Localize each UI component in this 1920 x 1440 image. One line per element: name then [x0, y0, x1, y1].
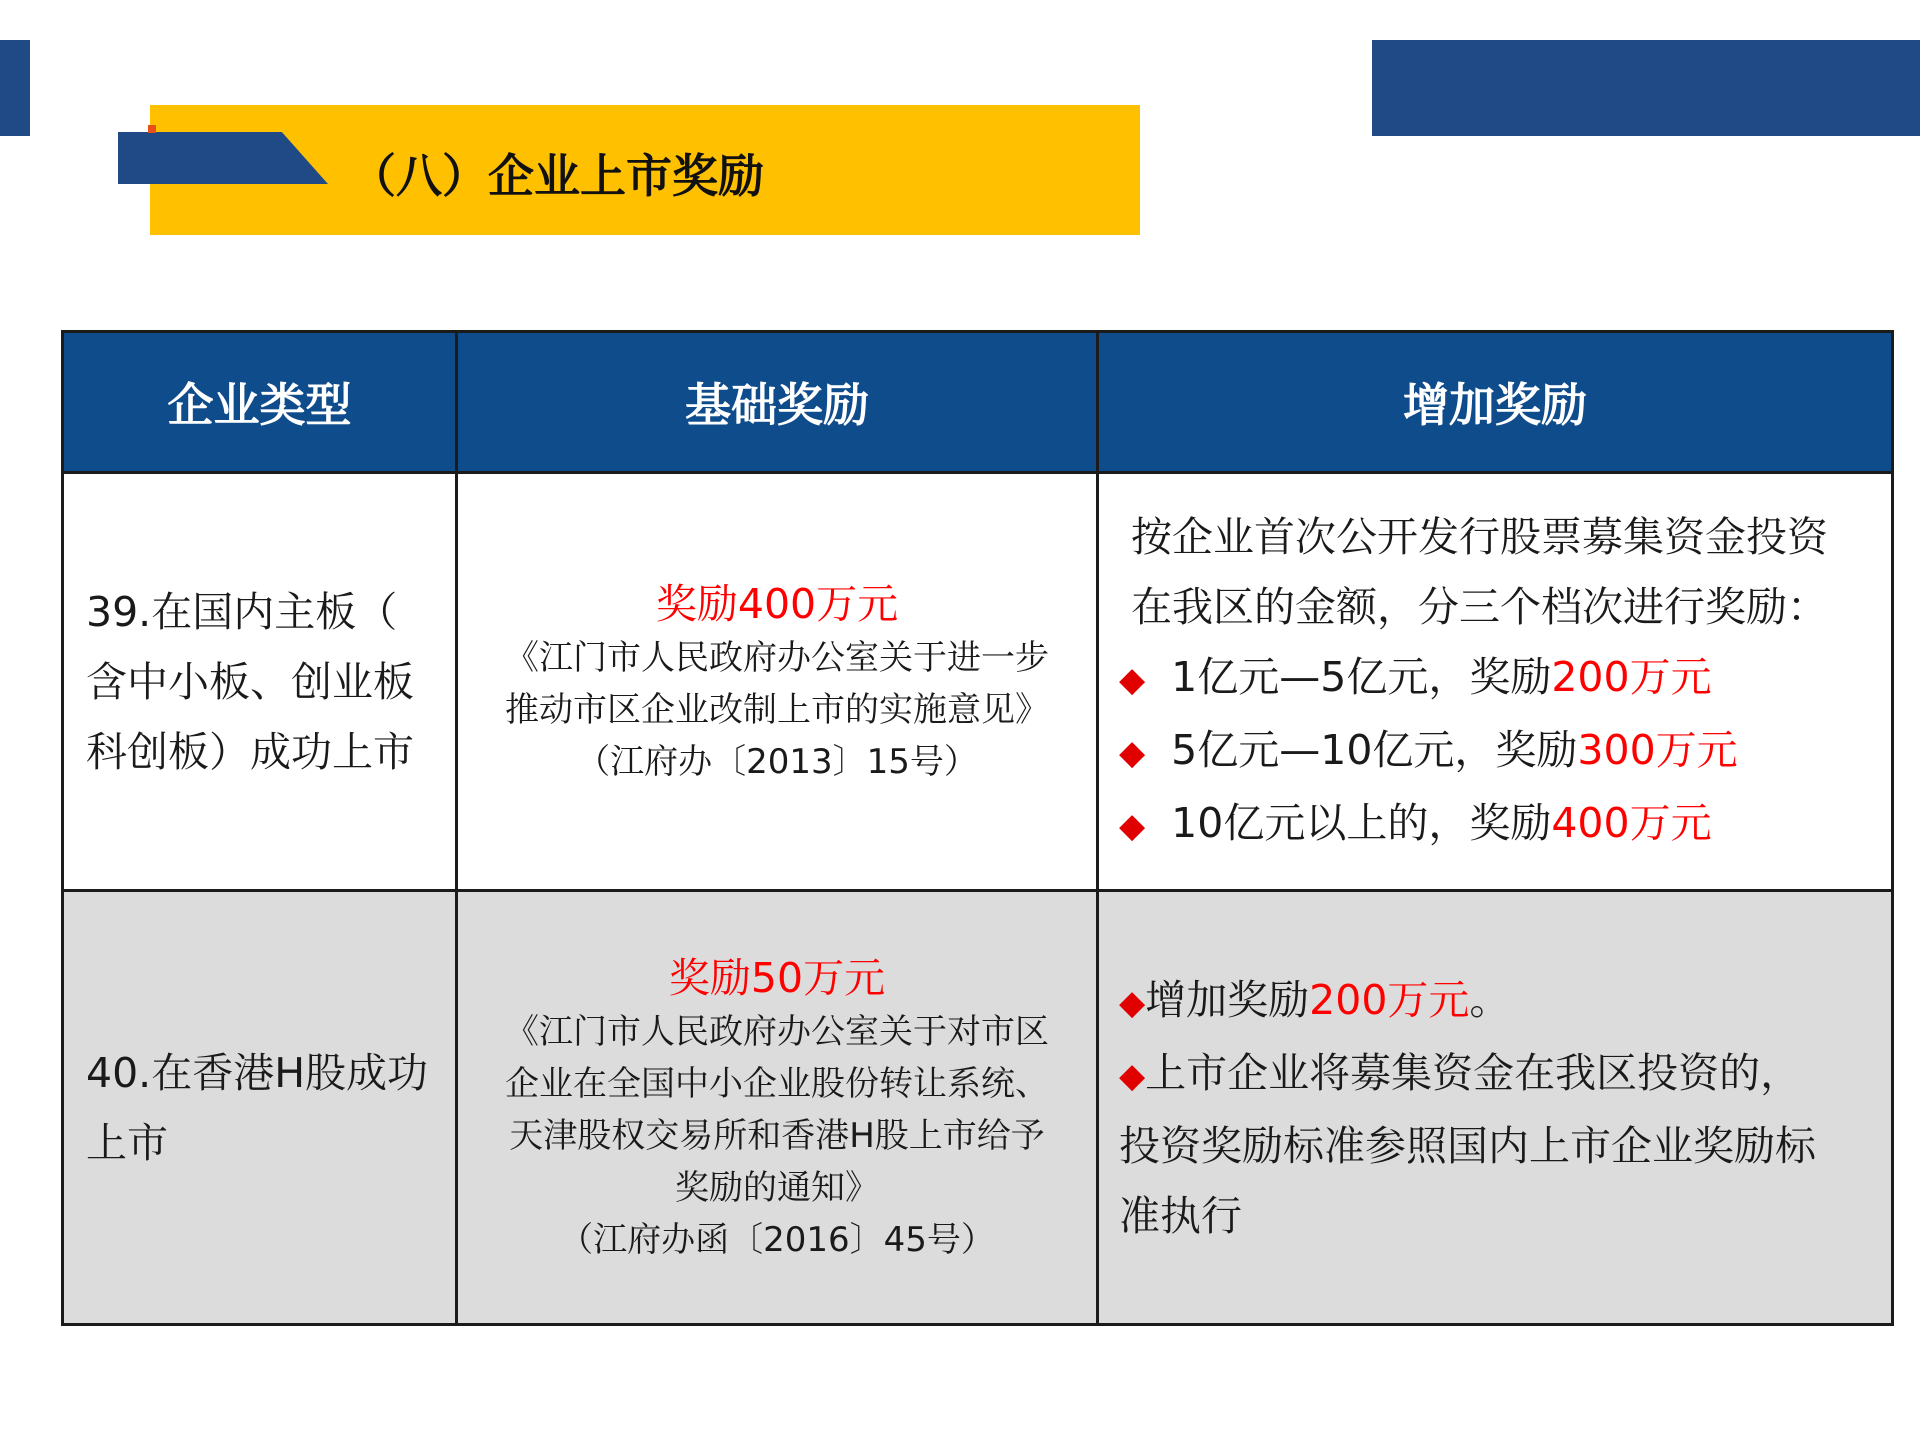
title-accent-mark [148, 125, 156, 133]
tier-range: 5亿元—10亿元，奖励 [1171, 726, 1578, 774]
extra-award-cell [1098, 891, 1893, 1325]
extra-text-line: 准执行 [1119, 1191, 1242, 1240]
tier-item [1119, 788, 1871, 861]
award-table [61, 330, 1894, 1326]
policy-doc-line: 企业在全国中小企业股份转让系统、 [505, 1063, 1049, 1104]
column-header-extra: 增加奖励 [1098, 332, 1893, 473]
enterprise-type-cell [63, 473, 457, 891]
column-header-type: 企业类型 [63, 332, 457, 473]
tier-range: 10亿元以上的，奖励 [1171, 799, 1552, 847]
extra-intro-line: 按企业首次公开发行股票募集资金投资 [1131, 513, 1828, 561]
tier-item [1119, 642, 1871, 715]
left-corner-bar [0, 40, 30, 136]
diamond-icon: ◆ [1119, 733, 1146, 773]
type-line: 40.在香港H股成功 [86, 1048, 429, 1097]
diamond-icon: ◆ [1119, 806, 1146, 846]
tier-amount: 300万元 [1577, 726, 1738, 774]
tier-amount: 400万元 [1551, 799, 1712, 847]
type-line: 39.在国内主板（ [86, 587, 398, 636]
diamond-icon: ◆ [1119, 1055, 1146, 1096]
extra-text-line: 投资奖励标准参照国内上市企业奖励标 [1119, 1121, 1816, 1170]
extra-intro-line: 在我区的金额，分三个档次进行奖励： [1131, 583, 1828, 631]
policy-doc-line: 《江门市人民政府办公室关于进一步 [505, 637, 1049, 678]
policy-doc-line: （江府办〔2013〕15号） [576, 741, 978, 782]
extra-bullet-2 [1119, 1038, 1871, 1111]
diamond-icon: ◆ [1119, 660, 1146, 700]
extra-text-line: 上市企业将募集资金在我区投资的， [1145, 1048, 1802, 1097]
tier-range: 1亿元—5亿元，奖励 [1171, 653, 1552, 701]
right-corner-bar [1372, 40, 1920, 136]
type-line: 含中小板、创业板 [86, 657, 414, 706]
base-award-amount: 奖励400万元 [655, 579, 899, 628]
diamond-icon: ◆ [1119, 982, 1146, 1023]
tier-amount: 200万元 [1551, 653, 1712, 701]
extra-bullet-1 [1119, 965, 1871, 1038]
base-award-amount: 奖励50万元 [668, 953, 886, 1002]
table-row [63, 891, 1893, 1325]
extra-suffix: 。 [1469, 975, 1511, 1024]
policy-doc-line: 天津股权交易所和香港H股上市给予 [509, 1115, 1045, 1156]
policy-doc-line: 推动市区企业改制上市的实施意见》 [505, 689, 1049, 730]
policy-doc-line: 奖励的通知》 [675, 1167, 879, 1208]
type-line: 科创板）成功上市 [86, 727, 414, 776]
extra-amount: 200万元 [1309, 975, 1470, 1024]
tier-item [1119, 715, 1871, 788]
type-line: 上市 [86, 1118, 168, 1167]
extra-prefix: 增加奖励 [1145, 975, 1310, 1024]
policy-doc-line: 《江门市人民政府办公室关于对市区 [505, 1011, 1049, 1052]
table-row [63, 473, 1893, 891]
enterprise-type-cell [63, 891, 457, 1325]
extra-award-cell [1098, 473, 1893, 891]
base-award-cell [457, 891, 1098, 1325]
page-title: （八）企业上市奖励 [350, 149, 764, 203]
policy-doc-line: （江府办函〔2016〕45号） [559, 1219, 995, 1260]
table-header-row [63, 332, 1893, 473]
base-award-cell [457, 473, 1098, 891]
column-header-base: 基础奖励 [457, 332, 1098, 473]
